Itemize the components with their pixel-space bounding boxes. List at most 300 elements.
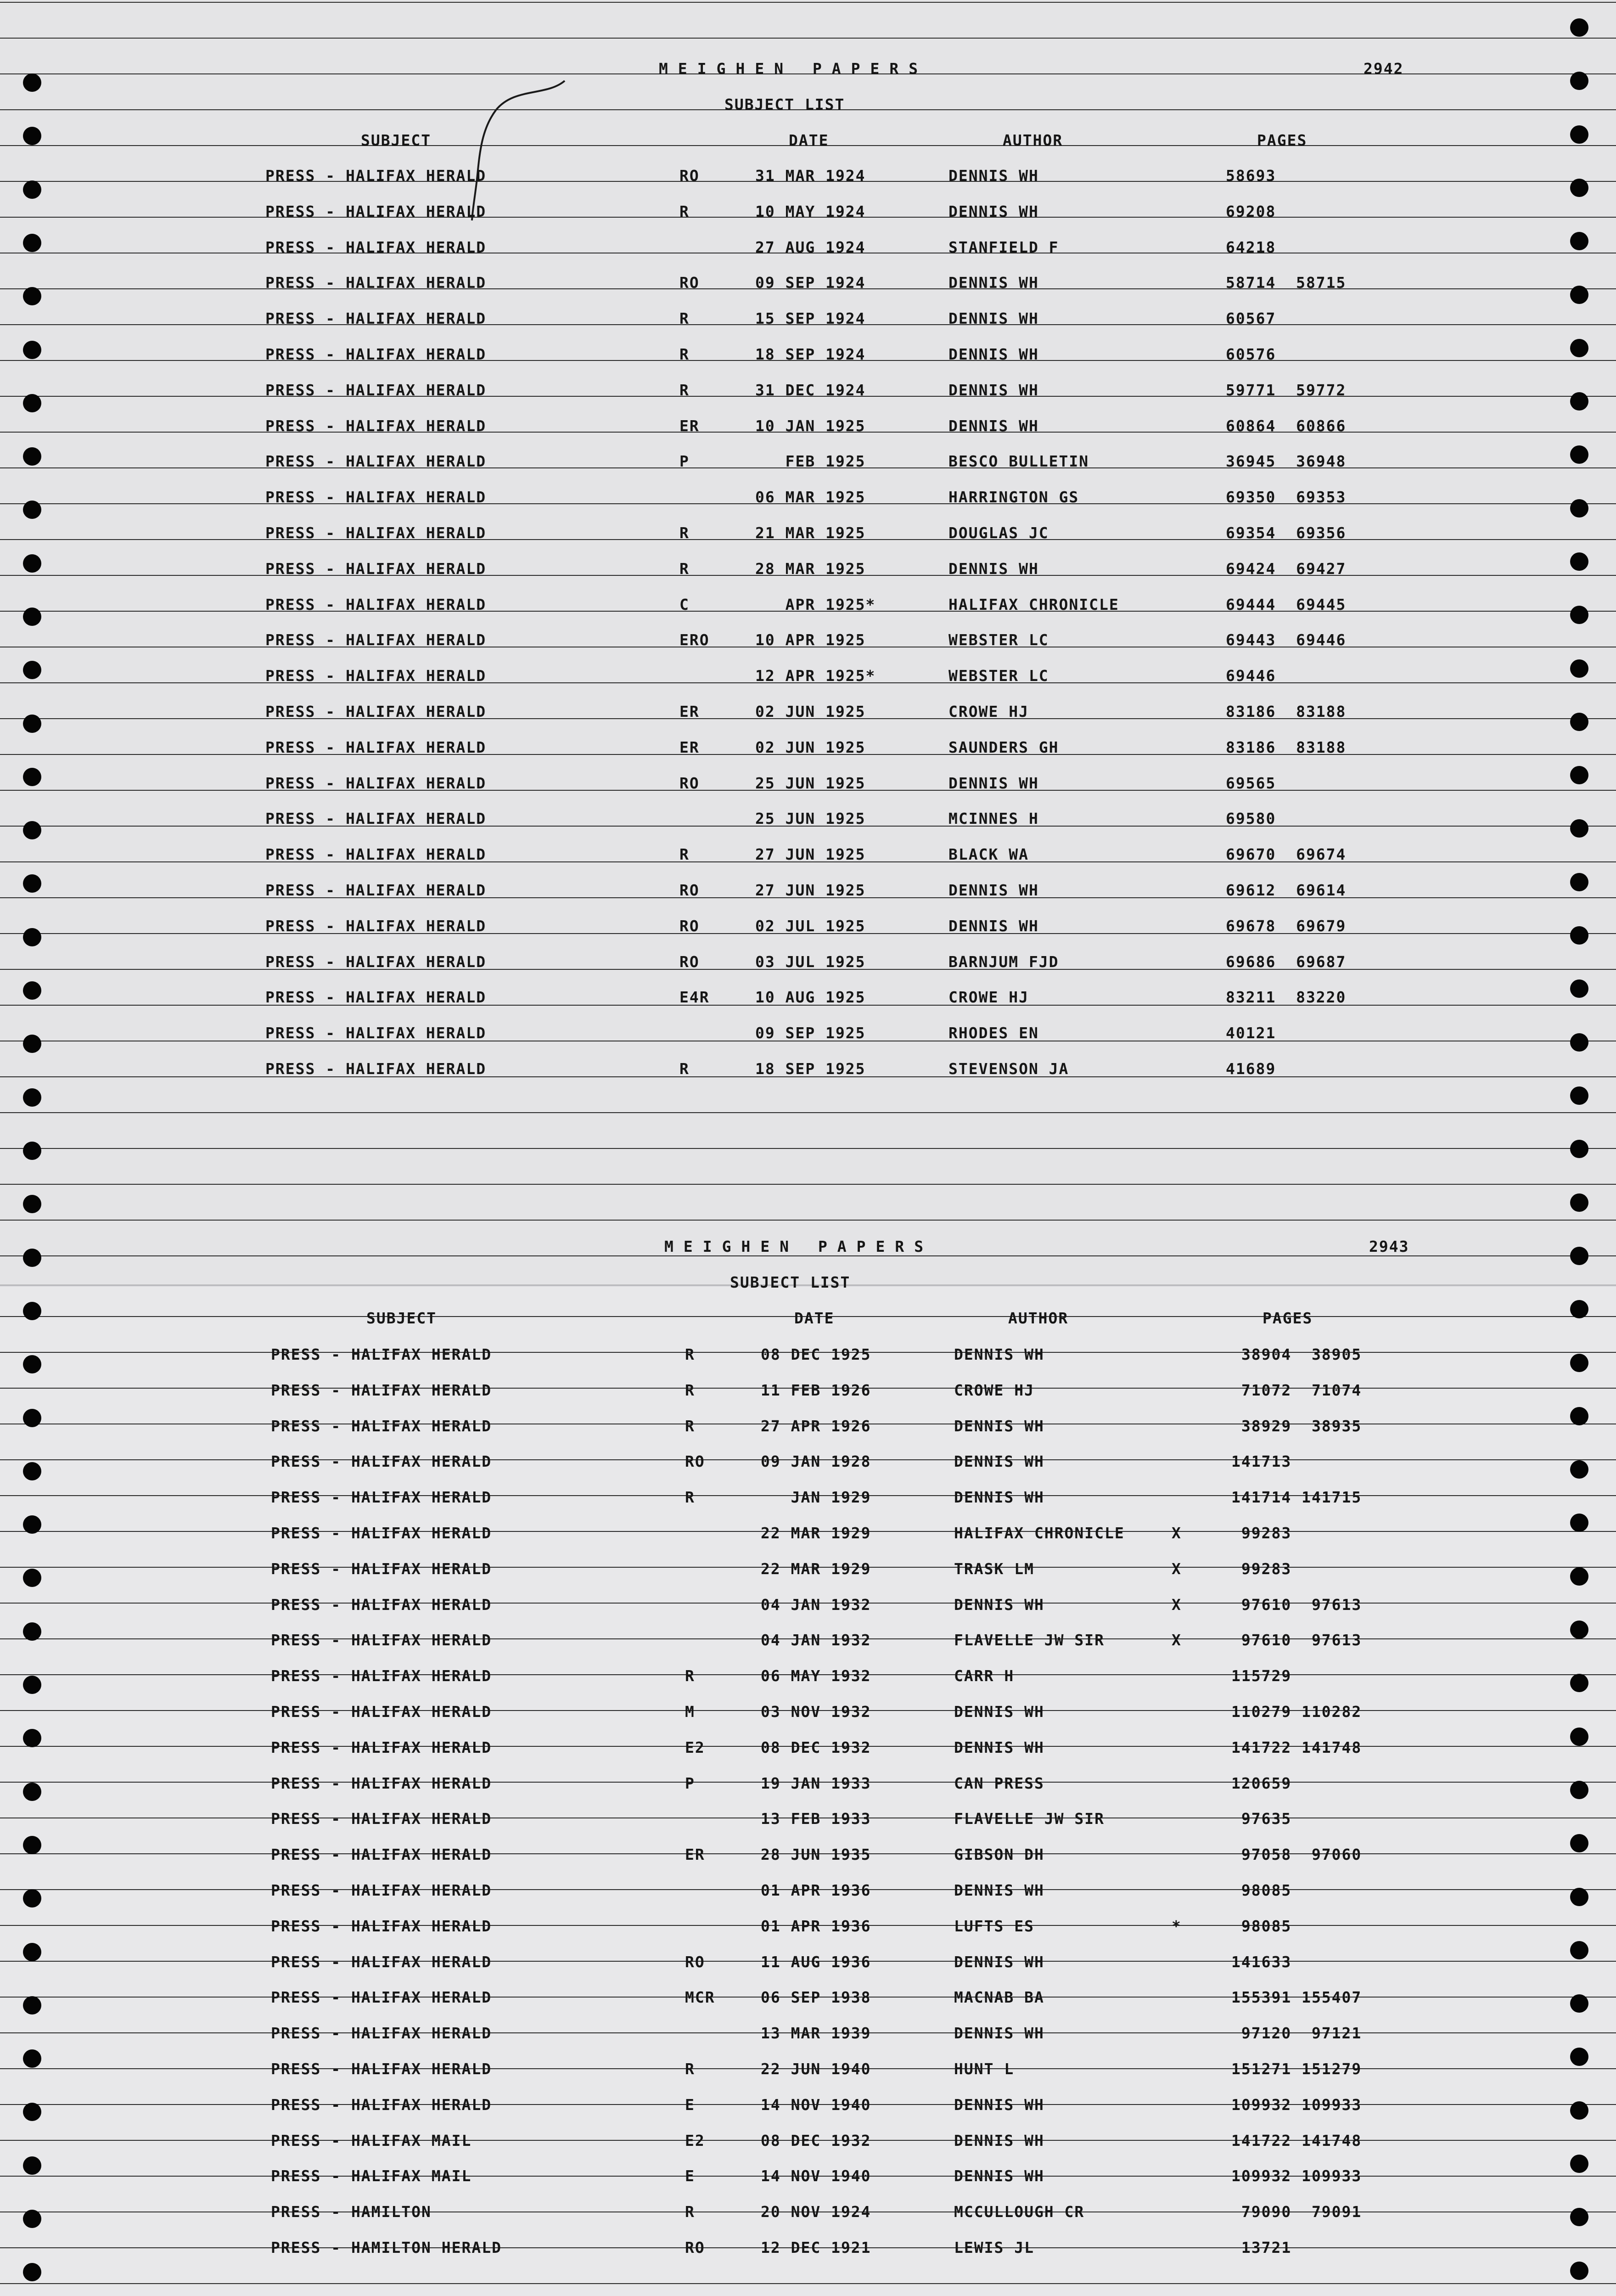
date-cell: 22 MAR 1929 <box>761 1524 871 1542</box>
feed-hole <box>23 341 41 359</box>
feed-hole <box>1570 1941 1588 1959</box>
subject-cell: PRESS - HALIFAX HERALD <box>265 560 487 578</box>
flag-cell: X <box>1172 1631 1182 1649</box>
feed-hole <box>1570 392 1588 411</box>
feed-hole <box>23 874 41 893</box>
subject-cell: PRESS - HAMILTON HERALD <box>271 2239 502 2257</box>
feed-hole <box>1570 713 1588 731</box>
subject-cell: PRESS - HALIFAX HERALD <box>265 274 487 292</box>
subject-cell: PRESS - HALIFAX HERALD <box>271 1524 492 1542</box>
subject-cell: PRESS - HALIFAX HERALD <box>271 1881 492 1899</box>
subject-cell: PRESS - HALIFAX HERALD <box>271 1452 492 1470</box>
code-cell: R <box>685 2060 695 2078</box>
feed-hole <box>23 1249 41 1267</box>
pages-cell: 155391 155407 <box>1231 1988 1362 2006</box>
feed-hole <box>1570 1354 1588 1372</box>
feed-hole <box>1570 979 1588 998</box>
pages-cell: 69446 <box>1226 667 1276 685</box>
pages-cell: 141722 141748 <box>1231 1739 1362 1756</box>
subject-cell: PRESS - HALIFAX HERALD <box>265 488 487 506</box>
date-cell: 14 NOV 1940 <box>761 2096 871 2114</box>
feed-hole <box>23 715 41 733</box>
feed-hole <box>1570 1728 1588 1746</box>
author-cell: HARRINGTON GS <box>948 488 1079 506</box>
feed-hole <box>23 501 41 519</box>
author-cell: DENNIS WH <box>954 1703 1044 1721</box>
pages-cell: 97610 97613 <box>1231 1596 1362 1614</box>
author-cell: DENNIS WH <box>948 203 1039 220</box>
date-cell: 03 NOV 1932 <box>761 1703 871 1721</box>
code-cell: MCR <box>685 1988 715 2006</box>
feed-hole <box>1570 499 1588 518</box>
date-cell: 21 MAR 1925 <box>755 524 866 542</box>
subject-cell: PRESS - HALIFAX HERALD <box>271 1381 492 1399</box>
feed-hole <box>1570 339 1588 357</box>
author-cell: DENNIS WH <box>954 2096 1044 2114</box>
subject-cell: PRESS - HALIFAX HERALD <box>271 1739 492 1756</box>
author-cell: HUNT L <box>954 2060 1015 2078</box>
feed-hole <box>1570 659 1588 678</box>
feed-hole <box>23 768 41 786</box>
feed-hole <box>23 1783 41 1801</box>
list-subtitle: SUBJECT LIST <box>730 1273 851 1291</box>
feed-hole <box>23 1088 41 1107</box>
feed-hole <box>23 1462 41 1480</box>
code-cell: RO <box>685 2239 705 2257</box>
pages-cell: 69686 69687 <box>1226 953 1347 971</box>
date-cell: 28 JUN 1935 <box>761 1846 871 1863</box>
column-header-author: AUTHOR <box>1008 1309 1069 1327</box>
feed-hole <box>1570 125 1588 144</box>
code-cell: ER <box>685 1846 705 1863</box>
feed-hole <box>1570 1674 1588 1692</box>
author-cell: MCINNES H <box>948 810 1039 827</box>
author-cell: DENNIS WH <box>954 1345 1044 1363</box>
author-cell: STEVENSON JA <box>948 1060 1069 1078</box>
feed-hole <box>23 287 41 305</box>
author-cell: DENNIS WH <box>948 167 1039 185</box>
date-cell: APR 1925* <box>755 596 876 613</box>
subject-cell: PRESS - HALIFAX HERALD <box>265 738 487 756</box>
feed-hole <box>23 1515 41 1534</box>
author-cell: DENNIS WH <box>954 2167 1044 2185</box>
code-cell: P <box>685 1774 695 1792</box>
code-cell: R <box>679 345 690 363</box>
pages-cell: 141713 <box>1231 1452 1292 1470</box>
date-cell: 18 SEP 1924 <box>755 345 866 363</box>
author-cell: MCCULLOUGH CR <box>954 2203 1085 2221</box>
subject-cell: PRESS - HALIFAX HERALD <box>271 1703 492 1721</box>
page-number: 2943 <box>1369 1238 1409 1255</box>
pages-cell: 60576 <box>1226 345 1276 363</box>
date-cell: 22 JUN 1940 <box>761 2060 871 2078</box>
pages-cell: 110279 110282 <box>1231 1703 1362 1721</box>
date-cell: 25 JUN 1925 <box>755 810 866 827</box>
feed-hole <box>23 1195 41 1213</box>
subject-cell: PRESS - HALIFAX HERALD <box>265 381 487 399</box>
subject-cell: PRESS - HALIFAX HERALD <box>265 1060 487 1078</box>
feed-hole <box>1570 1300 1588 1318</box>
subject-cell: PRESS - HALIFAX HERALD <box>265 845 487 863</box>
pages-cell: 69678 69679 <box>1226 917 1347 935</box>
pages-cell: 38904 38905 <box>1231 1345 1362 1363</box>
feed-hole <box>23 180 41 199</box>
author-cell: WEBSTER LC <box>948 631 1049 649</box>
author-cell: DENNIS WH <box>948 274 1039 292</box>
date-cell: 02 JUN 1925 <box>755 703 866 720</box>
subject-cell: PRESS - HALIFAX HERALD <box>271 1774 492 1792</box>
feed-hole <box>1570 1407 1588 1425</box>
code-cell: E2 <box>685 2132 705 2150</box>
subject-cell: PRESS - HALIFAX HERALD <box>265 417 487 435</box>
code-cell: RO <box>685 1953 705 1971</box>
pages-cell: 69350 69353 <box>1226 488 1347 506</box>
date-cell: 04 JAN 1932 <box>761 1596 871 1614</box>
subject-cell: PRESS - HALIFAX HERALD <box>271 1953 492 1971</box>
code-cell: P <box>679 452 690 470</box>
subject-cell: PRESS - HALIFAX HERALD <box>265 203 487 220</box>
subject-cell: PRESS - HALIFAX HERALD <box>271 1988 492 2006</box>
pages-cell: 69443 69446 <box>1226 631 1347 649</box>
code-cell: R <box>685 1488 695 1506</box>
pages-cell: 109932 109933 <box>1231 2167 1362 2185</box>
date-cell: 27 APR 1926 <box>761 1417 871 1435</box>
author-cell: DENNIS WH <box>954 1488 1044 1506</box>
date-cell: 08 DEC 1932 <box>761 2132 871 2150</box>
author-cell: DENNIS WH <box>954 1881 1044 1899</box>
feed-hole <box>1570 1994 1588 2013</box>
author-cell: GIBSON DH <box>954 1846 1044 1863</box>
feed-hole <box>1570 606 1588 624</box>
code-cell: E <box>685 2167 695 2185</box>
pages-cell: 36945 36948 <box>1226 452 1347 470</box>
code-cell: ER <box>679 703 700 720</box>
author-cell: DENNIS WH <box>954 1417 1044 1435</box>
author-cell: DENNIS WH <box>954 1596 1044 1614</box>
pages-cell: 99283 <box>1231 1560 1292 1578</box>
author-cell: DENNIS WH <box>948 381 1039 399</box>
pages-cell: 83211 83220 <box>1226 988 1347 1006</box>
column-header-date: DATE <box>794 1309 835 1327</box>
code-cell: RO <box>679 167 700 185</box>
date-cell: 02 JUL 1925 <box>755 917 866 935</box>
subject-cell: PRESS - HALIFAX HERALD <box>271 1631 492 1649</box>
subject-cell: PRESS - HALIFAX HERALD <box>265 631 487 649</box>
date-cell: 09 SEP 1925 <box>755 1024 866 1042</box>
date-cell: 12 DEC 1921 <box>761 2239 871 2257</box>
column-header-subject: SUBJECT <box>361 131 432 149</box>
feed-hole <box>1570 232 1588 250</box>
column-header-subject: SUBJECT <box>366 1309 437 1327</box>
feed-hole <box>23 1142 41 1160</box>
date-cell: 31 MAR 1924 <box>755 167 866 185</box>
code-cell: C <box>679 596 690 613</box>
subject-cell: PRESS - HALIFAX HERALD <box>271 1488 492 1506</box>
pages-cell: 38929 38935 <box>1231 1417 1362 1435</box>
feed-hole <box>23 821 41 839</box>
feed-hole <box>23 2210 41 2228</box>
code-cell: ERO <box>679 631 710 649</box>
pages-cell: 97610 97613 <box>1231 1631 1362 1649</box>
code-cell: R <box>685 1381 695 1399</box>
pages-cell: 59771 59772 <box>1226 381 1347 399</box>
author-cell: DENNIS WH <box>954 1739 1044 1756</box>
code-cell: R <box>679 524 690 542</box>
feed-hole <box>1570 1460 1588 1479</box>
code-cell: R <box>679 381 690 399</box>
author-cell: CARR H <box>954 1667 1015 1685</box>
code-cell: R <box>685 1345 695 1363</box>
feed-hole <box>23 1409 41 1427</box>
pages-cell: 79090 79091 <box>1231 2203 1362 2221</box>
author-cell: DENNIS WH <box>948 917 1039 935</box>
flag-cell: * <box>1172 1917 1182 1935</box>
date-cell: 10 JAN 1925 <box>755 417 866 435</box>
date-cell: 10 MAY 1924 <box>755 203 866 220</box>
feed-hole <box>23 1729 41 1747</box>
subject-cell: PRESS - HALIFAX HERALD <box>265 167 487 185</box>
pages-cell: 69565 <box>1226 774 1276 792</box>
subject-cell: PRESS - HALIFAX HERALD <box>271 1560 492 1578</box>
feed-hole <box>1570 72 1588 90</box>
subject-cell: PRESS - HALIFAX HERALD <box>271 1596 492 1614</box>
page-number: 2942 <box>1364 60 1404 78</box>
date-cell: 04 JAN 1932 <box>761 1631 871 1649</box>
pages-cell: 151271 151279 <box>1231 2060 1362 2078</box>
feed-hole <box>1570 2155 1588 2173</box>
author-cell: SAUNDERS GH <box>948 738 1059 756</box>
date-cell: 12 APR 1925* <box>755 667 876 685</box>
pages-cell: 99283 <box>1231 1524 1292 1542</box>
date-cell: 10 APR 1925 <box>755 631 866 649</box>
subject-cell: PRESS - HALIFAX HERALD <box>265 667 487 685</box>
feed-hole <box>1570 819 1588 838</box>
author-cell: DOUGLAS JC <box>948 524 1049 542</box>
feed-hole <box>1570 1193 1588 1212</box>
date-cell: 11 AUG 1936 <box>761 1953 871 1971</box>
feed-hole <box>1570 18 1588 37</box>
feed-hole <box>1570 1514 1588 1532</box>
code-cell: R <box>679 1060 690 1078</box>
pages-cell: 69208 <box>1226 203 1276 220</box>
date-cell: 31 DEC 1924 <box>755 381 866 399</box>
author-cell: TRASK LM <box>954 1560 1034 1578</box>
author-cell: FLAVELLE JW SIR <box>954 1810 1105 1828</box>
date-cell: 19 JAN 1933 <box>761 1774 871 1792</box>
subject-cell: PRESS - HALIFAX HERALD <box>271 1917 492 1935</box>
flag-cell: X <box>1172 1524 1182 1542</box>
pages-cell: 109932 109933 <box>1231 2096 1362 2114</box>
subject-cell: PRESS - HAMILTON <box>271 2203 432 2221</box>
date-cell: FEB 1925 <box>755 452 866 470</box>
flag-cell: X <box>1172 1596 1182 1614</box>
feed-hole <box>23 1569 41 1587</box>
flag-cell: X <box>1172 1560 1182 1578</box>
pages-cell: 40121 <box>1226 1024 1276 1042</box>
pages-cell: 69424 69427 <box>1226 560 1347 578</box>
author-cell: CROWE HJ <box>948 703 1029 720</box>
author-cell: DENNIS WH <box>948 345 1039 363</box>
author-cell: FLAVELLE JW SIR <box>954 1631 1105 1649</box>
feed-hole <box>23 608 41 626</box>
code-cell: R <box>685 1667 695 1685</box>
date-cell: 15 SEP 1924 <box>755 310 866 327</box>
feed-hole <box>23 1996 41 2015</box>
pages-cell: 97120 97121 <box>1231 2024 1362 2042</box>
author-cell: DENNIS WH <box>948 560 1039 578</box>
author-cell: LEWIS JL <box>954 2239 1034 2257</box>
code-cell: RO <box>685 1452 705 1470</box>
pages-cell: 69612 69614 <box>1226 881 1347 899</box>
feed-hole <box>23 2103 41 2121</box>
feed-hole <box>23 1035 41 1053</box>
date-cell: 25 JUN 1925 <box>755 774 866 792</box>
pages-cell: 69580 <box>1226 810 1276 827</box>
date-cell: 13 MAR 1939 <box>761 2024 871 2042</box>
feed-hole <box>23 1836 41 1854</box>
date-cell: 11 FEB 1926 <box>761 1381 871 1399</box>
feed-hole <box>1570 1888 1588 1906</box>
list-subtitle: SUBJECT LIST <box>724 96 845 113</box>
feed-hole <box>1570 926 1588 945</box>
code-cell: R <box>679 310 690 327</box>
date-cell: 14 NOV 1940 <box>761 2167 871 2185</box>
author-cell: DENNIS WH <box>948 417 1039 435</box>
date-cell: 20 NOV 1924 <box>761 2203 871 2221</box>
feed-hole <box>1570 1621 1588 1639</box>
author-cell: STANFIELD F <box>948 238 1059 256</box>
pages-cell: 97635 <box>1231 1810 1292 1828</box>
pages-cell: 13721 <box>1231 2239 1292 2257</box>
author-cell: CROWE HJ <box>954 1381 1034 1399</box>
subject-cell: PRESS - HALIFAX HERALD <box>265 917 487 935</box>
feed-hole <box>23 1943 41 1961</box>
date-cell: 01 APR 1936 <box>761 1881 871 1899</box>
date-cell: 28 MAR 1925 <box>755 560 866 578</box>
code-cell: R <box>679 560 690 578</box>
author-cell: BESCO BULLETIN <box>948 452 1089 470</box>
subject-cell: PRESS - HALIFAX HERALD <box>265 596 487 613</box>
subject-cell: PRESS - HALIFAX MAIL <box>271 2167 472 2185</box>
date-cell: 09 JAN 1928 <box>761 1452 871 1470</box>
date-cell: 09 SEP 1924 <box>755 274 866 292</box>
author-cell: CROWE HJ <box>948 988 1029 1006</box>
pages-cell: 64218 <box>1226 238 1276 256</box>
feed-hole <box>1570 2262 1588 2280</box>
pages-cell: 58693 <box>1226 167 1276 185</box>
feed-hole <box>1570 873 1588 891</box>
page-title: MEIGHEN PAPERS <box>659 60 928 78</box>
author-cell: DENNIS WH <box>954 2024 1044 2042</box>
subject-cell: PRESS - HALIFAX MAIL <box>271 2132 472 2150</box>
subject-cell: PRESS - HALIFAX HERALD <box>271 2096 492 2114</box>
author-cell: RHODES EN <box>948 1024 1039 1042</box>
code-cell: R <box>679 203 690 220</box>
date-cell: 27 JUN 1925 <box>755 881 866 899</box>
date-cell: 01 APR 1936 <box>761 1917 871 1935</box>
feed-hole <box>23 234 41 252</box>
author-cell: HALIFAX CHRONICLE <box>948 596 1119 613</box>
subject-cell: PRESS - HALIFAX HERALD <box>265 1024 487 1042</box>
code-cell: RO <box>679 774 700 792</box>
date-cell: 08 DEC 1925 <box>761 1345 871 1363</box>
date-cell: 06 MAR 1925 <box>755 488 866 506</box>
code-cell: E <box>685 2096 695 2114</box>
subject-cell: PRESS - HALIFAX HERALD <box>271 1810 492 1828</box>
subject-cell: PRESS - HALIFAX HERALD <box>271 1417 492 1435</box>
subject-cell: PRESS - HALIFAX HERALD <box>271 1846 492 1863</box>
pages-cell: 141633 <box>1231 1953 1292 1971</box>
date-cell: 08 DEC 1932 <box>761 1739 871 1756</box>
feed-hole <box>23 1889 41 1908</box>
feed-hole <box>23 554 41 573</box>
pages-cell: 83186 83188 <box>1226 703 1347 720</box>
feed-hole <box>1570 552 1588 571</box>
date-cell: 06 SEP 1938 <box>761 1988 871 2006</box>
code-cell: RO <box>679 953 700 971</box>
feed-hole <box>23 981 41 1000</box>
feed-hole <box>23 73 41 92</box>
date-cell: 13 FEB 1933 <box>761 1810 871 1828</box>
feed-hole <box>1570 766 1588 784</box>
author-cell: BARNJUM FJD <box>948 953 1059 971</box>
code-cell: RO <box>679 917 700 935</box>
subject-cell: PRESS - HALIFAX HERALD <box>271 2024 492 2042</box>
subject-cell: PRESS - HALIFAX HERALD <box>271 2060 492 2078</box>
code-cell: E4R <box>679 988 710 1006</box>
date-cell: JAN 1929 <box>761 1488 871 1506</box>
pages-cell: 41689 <box>1226 1060 1276 1078</box>
pages-cell: 69444 69445 <box>1226 596 1347 613</box>
feed-hole <box>23 394 41 412</box>
subject-cell: PRESS - HALIFAX HERALD <box>271 1667 492 1685</box>
subject-cell: PRESS - HALIFAX HERALD <box>265 774 487 792</box>
pages-cell: 141714 141715 <box>1231 1488 1362 1506</box>
subject-cell: PRESS - HALIFAX HERALD <box>265 703 487 720</box>
code-cell: RO <box>679 881 700 899</box>
author-cell: CAN PRESS <box>954 1774 1044 1792</box>
column-header-date: DATE <box>789 131 829 149</box>
feed-hole <box>23 1355 41 1373</box>
subject-cell: PRESS - HALIFAX HERALD <box>271 1345 492 1363</box>
feed-hole <box>1570 286 1588 304</box>
feed-hole <box>23 1622 41 1641</box>
author-cell: DENNIS WH <box>954 1452 1044 1470</box>
subject-cell: PRESS - HALIFAX HERALD <box>265 452 487 470</box>
author-cell: DENNIS WH <box>954 1953 1044 1971</box>
code-cell: RO <box>679 274 700 292</box>
feed-hole <box>1570 2101 1588 2120</box>
feed-hole <box>1570 1567 1588 1586</box>
code-cell: ER <box>679 417 700 435</box>
pages-cell: 98085 <box>1231 1917 1292 1935</box>
code-cell: E2 <box>685 1739 705 1756</box>
feed-hole <box>23 447 41 466</box>
subject-cell: PRESS - HALIFAX HERALD <box>265 988 487 1006</box>
date-cell: 18 SEP 1925 <box>755 1060 866 1078</box>
author-cell: HALIFAX CHRONICLE <box>954 1524 1125 1542</box>
feed-hole <box>23 2263 41 2281</box>
feed-hole <box>1570 179 1588 197</box>
author-cell: DENNIS WH <box>948 881 1039 899</box>
subject-cell: PRESS - HALIFAX HERALD <box>265 810 487 827</box>
date-cell: 06 MAY 1932 <box>761 1667 871 1685</box>
pages-cell: 120659 <box>1231 1774 1292 1792</box>
code-cell: M <box>685 1703 695 1721</box>
feed-hole <box>23 928 41 946</box>
pages-cell: 98085 <box>1231 1881 1292 1899</box>
pages-cell: 141722 141748 <box>1231 2132 1362 2150</box>
